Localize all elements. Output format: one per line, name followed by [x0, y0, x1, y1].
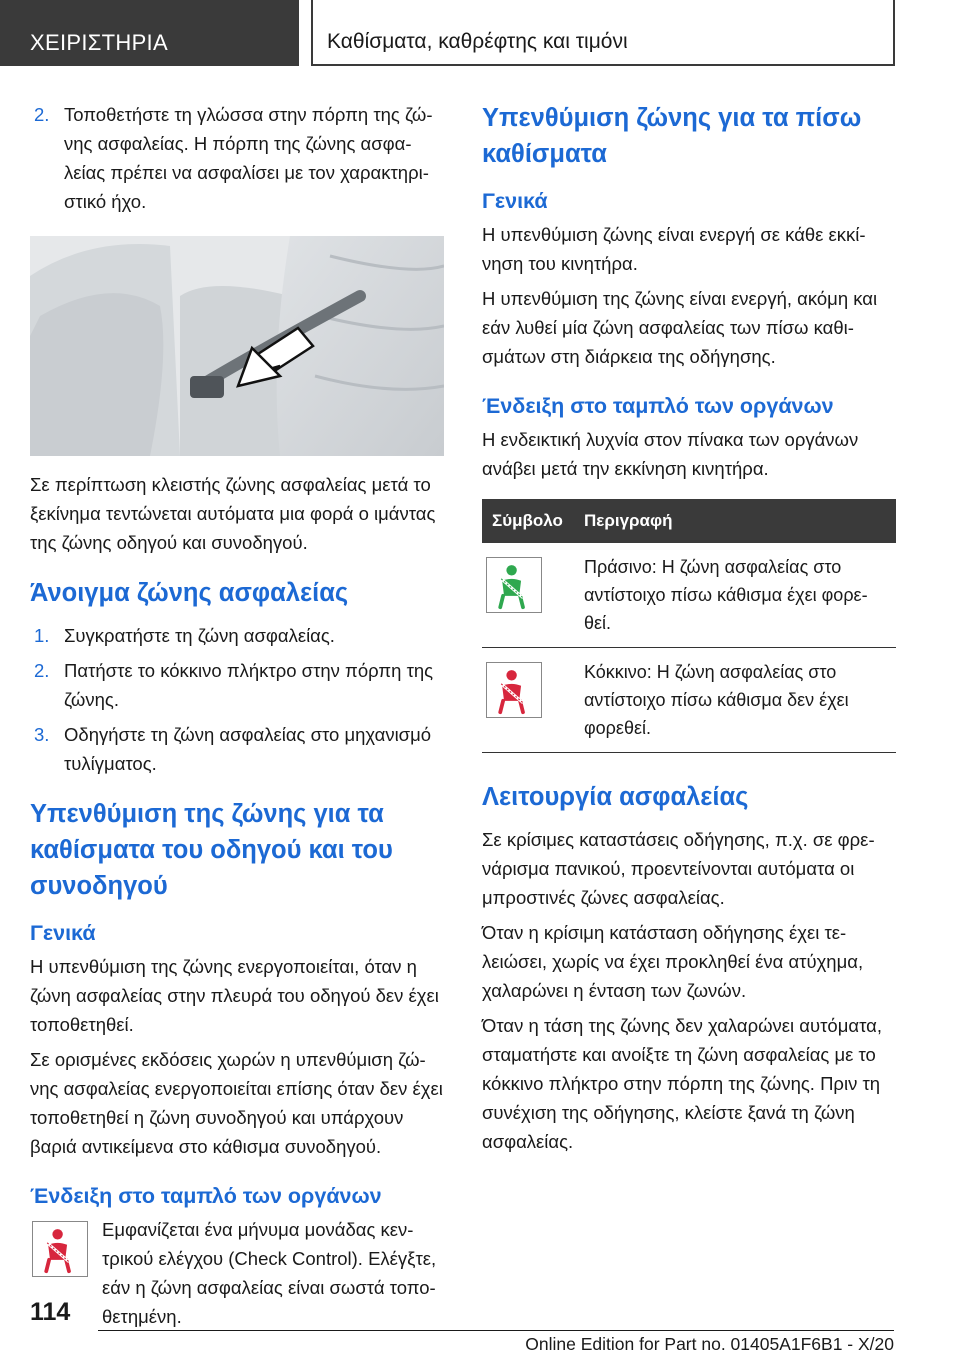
page-number: 114: [30, 1298, 71, 1326]
general-subheading: Γενικά: [30, 921, 96, 945]
indicator-table: [482, 499, 896, 753]
safety-paragraph: Όταν η τάση της ζώνης δεν χαλαρώνει αυτόματα, σταματήστε και ανοίξτε τη ζώνη ασφαλείας με το κόκκινο πλήκτρο στην πόρπη της ζώνης. Πριν τη συνέχιση της οδήγησης, κλείστε ξανά τη ζώνη ασφαλείας.: [482, 1015, 882, 1152]
seatbelt-red-icon: [486, 662, 542, 718]
table-row: [482, 648, 896, 753]
general-paragraph: Η υπενθύμιση ζώνης είναι ενεργή σε κάθε εκκίνηση του κινητήρα.: [482, 224, 866, 274]
symbol-column-header: Σύμβολο: [482, 499, 574, 543]
seatbelt-buckle-photo: [30, 236, 444, 456]
chapter-title: ΧΕΙΡΙΣΤΗΡΙΑ: [30, 30, 168, 55]
front-reminder-heading: Υπενθύμιση της ζώνης για τα καθίσματα του οδηγού και του συνοδηγού: [30, 800, 393, 900]
safety-function-heading: Λειτουργία ασφαλείας: [482, 783, 749, 811]
rear-reminder-heading: Υπενθύμιση ζώνης για τα πίσω καθίσματα: [482, 104, 862, 168]
display-text: Εμφανίζεται ένα μήνυμα μονάδας κεντρικού ελέγχου (Check Control). Ελέγξτε, εάν η ζώνη ασφαλείας είναι σωστά τοποθετημένη.: [102, 1219, 437, 1327]
display-subheading: Ένδειξη στο ταμπλό των οργάνων: [30, 1184, 382, 1208]
symbol-cell: [482, 648, 574, 753]
step-number: 2.: [34, 104, 50, 125]
safety-paragraph: Όταν η κρίσιμη κατάσταση οδήγησης έχει τελειώσει, χωρίς να έχει προκληθεί ένα ατύχημα, χαλαρώνει η ένταση των ζωνών.: [482, 922, 864, 1001]
step-text: Τοποθετήστε τη γλώσσα στην πόρπη της ζώνης ασφαλείας. Η πόρπη της ζώνης ασφαλείας πρέπει να ασφαλίσει με τον χαρακτηριστικό ήχο.: [64, 104, 433, 212]
step-text: Συγκρατήστε τη ζώνη ασφαλείας.: [64, 625, 335, 646]
general-subheading: Γενικά: [482, 189, 548, 213]
description-cell: Πράσινο: Η ζώνη ασφαλείας στο αντίστοιχο πίσω κάθισμα έχει φορεθεί.: [574, 543, 896, 648]
general-paragraph: Σε ορισμένες εκδόσεις χωρών η υπενθύμιση ζώνης ασφαλείας ενεργοποιείται επίσης όταν δεν έχει τοποθετηθεί η ζώνη συνοδηγού και υπάρχουν βαριά αντικείμενα στο κάθισμα συνοδηγού.: [30, 1049, 443, 1157]
check-control-indicator: [30, 1215, 444, 1331]
list-item: [30, 621, 444, 650]
general-paragraph: Η υπενθύμιση της ζώνης είναι ενεργή, ακόμη και εάν λυθεί μία ζώνη ασφαλείας των πίσω καθισμάτων στη διάρκεια της οδήγησης.: [482, 288, 878, 367]
list-item: [30, 720, 444, 778]
chapter-tab: [0, 0, 299, 66]
general-paragraph: Η υπενθύμιση της ζώνης ενεργοποιείται, όταν η ζώνη ασφαλείας στην πλευρά του οδηγού δεν έχει τοποθετηθεί.: [30, 956, 439, 1035]
edition-note: Online Edition for Part no. 01405A1F6B1 - X/20: [525, 1334, 894, 1354]
retraction-caption: Σε περίπτωση κλειστής ζώνης ασφαλείας μετά το ξεκίνημα τεντώνεται αυτόματα μια φορά ο ιμάντας της ζώνης οδηγού και συνοδηγού.: [30, 474, 436, 553]
list-item: [30, 100, 444, 216]
list-item: [30, 656, 444, 714]
open-belt-heading: Άνοιγμα ζώνης ασφαλείας: [30, 579, 349, 607]
table-row: [482, 543, 896, 648]
display-subheading: Ένδειξη στο ταμπλό των οργάνων: [482, 394, 834, 418]
section-header: [311, 0, 895, 66]
step-number: 3.: [34, 724, 50, 745]
description-column-header: Περιγραφή: [574, 499, 896, 543]
description-cell: Κόκκινο: Η ζώνη ασφαλείας στο αντίστοιχο πίσω κάθισμα δεν έχει φορεθεί.: [574, 648, 896, 753]
left-column: [30, 100, 444, 1331]
step-number: 1.: [34, 625, 50, 646]
section-title: Καθίσματα, καθρέφτης και τιμόνι: [327, 30, 628, 53]
right-column: [482, 100, 896, 1162]
seatbelt-warning-icon: [32, 1221, 88, 1277]
table-header-row: [482, 499, 896, 543]
safety-paragraph: Σε κρίσιμες καταστάσεις οδήγησης, π.χ. σε φρενάρισμα πανικού, προεντείνονται αυτόματα οι μπροστινές ζώνες ασφαλείας.: [482, 829, 875, 908]
step-text: Οδηγήστε τη ζώνη ασφαλείας στο μηχανισμό τυλίγματος.: [64, 724, 432, 774]
step-text: Πατήστε το κόκκινο πλήκτρο στην πόρπη της ζώνης.: [64, 660, 434, 710]
seatbelt-green-icon: [486, 557, 542, 613]
display-text: Η ενδεικτική λυχνία στον πίνακα των οργάνων ανάβει μετά την εκκίνηση κινητήρα.: [482, 429, 859, 479]
footer-divider: [98, 1330, 894, 1331]
symbol-cell: [482, 543, 574, 648]
step-number: 2.: [34, 660, 50, 681]
